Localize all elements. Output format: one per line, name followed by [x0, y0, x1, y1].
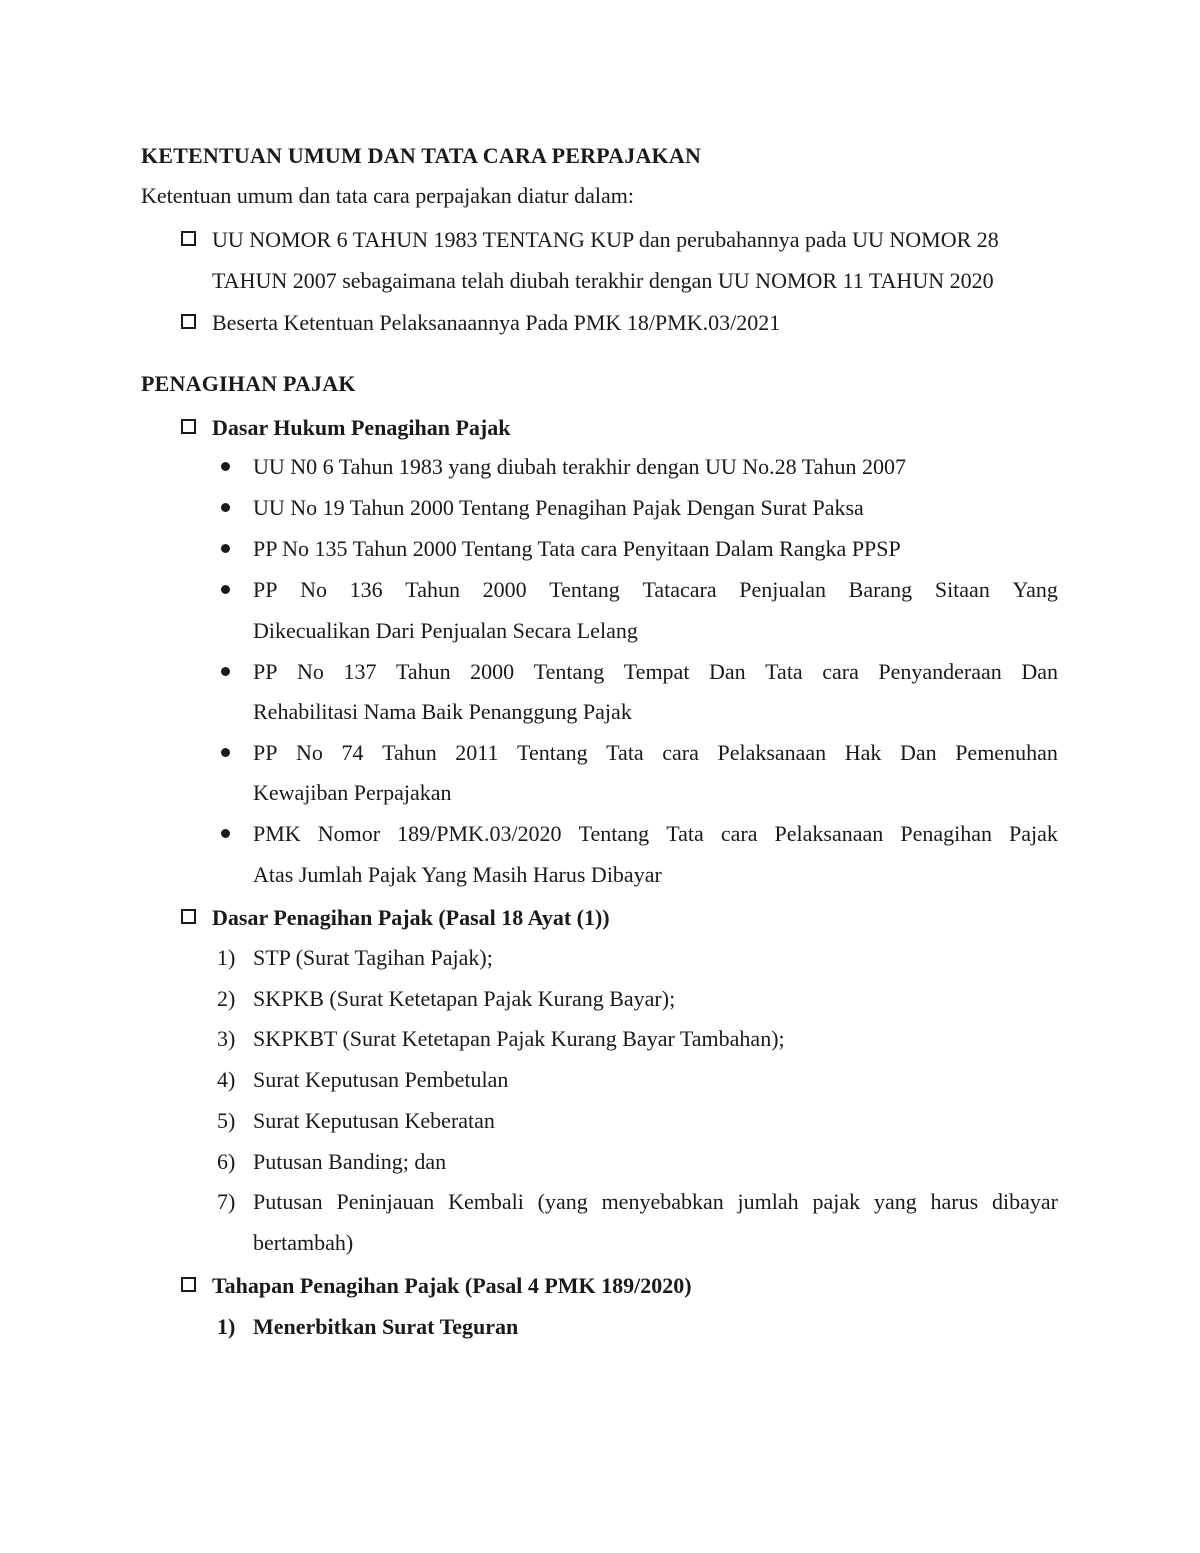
word: Tentang [533, 659, 605, 684]
subsection-title-dasar-hukum: Dasar Hukum Penagihan Pajak [212, 415, 511, 440]
word: No [297, 659, 324, 684]
word: Pelaksanaan [774, 821, 884, 846]
bullet-icon [221, 585, 230, 594]
word: Yang [1012, 577, 1058, 602]
word: 137 [343, 659, 377, 684]
list-item-justified-line [253, 659, 1058, 685]
list-item: Menerbitkan Surat Teguran [253, 1314, 519, 1339]
list-item-line2: Kewajiban Perpajakan [253, 780, 452, 805]
word: Tahun [382, 740, 437, 765]
checkbox-icon [181, 419, 196, 434]
list-number: 1) [217, 1314, 236, 1339]
word: Penyanderaan [878, 659, 1002, 684]
word: PP [253, 577, 278, 602]
list-item-line2: TAHUN 2007 sebagaimana telah diubah terakhir dengan UU NOMOR 11 TAHUN 2020 [212, 268, 994, 293]
list-item: UU N0 6 Tahun 1983 yang diubah terakhir dengan UU No.28 Tahun 2007 [253, 454, 906, 479]
list-item: STP (Surat Tagihan Pajak); [253, 945, 493, 970]
section-title-penagihan-pajak: PENAGIHAN PAJAK [141, 371, 356, 396]
tahapan-title-prefix: Tahapan Penagihan Pajak [212, 1273, 465, 1298]
word: dibayar [991, 1189, 1058, 1214]
list-item-line2: Dikecualikan Dari Penjualan Secara Lelang [253, 618, 638, 643]
bullet-icon [221, 829, 230, 838]
subsection-title-tahapan [212, 1273, 692, 1299]
section-title-ketentuan-umum: KETENTUAN UMUM DAN TATA CARA PERPAJAKAN [141, 143, 702, 168]
checkbox-icon [181, 231, 196, 246]
word: Barang [848, 577, 913, 602]
word: yang [873, 1189, 917, 1214]
word: Dan [1021, 659, 1058, 684]
tahapan-title-suffix: (Pasal 4 PMK 189/2020) [464, 1273, 692, 1298]
word: Dan [899, 740, 937, 765]
checkbox-icon [181, 909, 196, 924]
word: 2011 [455, 740, 499, 765]
bullet-icon [221, 503, 230, 512]
word: Tahun [405, 577, 460, 602]
word: Tata [606, 740, 644, 765]
word: 136 [349, 577, 383, 602]
bullet-icon [221, 748, 230, 757]
checkbox-icon [181, 1277, 196, 1292]
word: PP [253, 659, 278, 684]
bullet-icon [221, 462, 230, 471]
list-number: 6) [217, 1149, 236, 1174]
word: Tentang [549, 577, 620, 602]
word: 2000 [470, 659, 515, 684]
list-item-line1: Beserta Ketentuan Pelaksanaannya Pada PMK 18/PMK.03/2021 [212, 310, 781, 335]
list-item-line2: Rehabilitasi Nama Baik Penanggung Pajak [253, 699, 632, 724]
word: Penjualan [739, 577, 827, 602]
checkbox-icon [181, 314, 196, 329]
word: jumlah [737, 1189, 799, 1214]
word: Tahun [395, 659, 451, 684]
word: Hak [844, 740, 882, 765]
bullet-icon [221, 667, 230, 676]
bullet-icon [221, 544, 230, 553]
word: Pelaksanaan [717, 740, 827, 765]
word: Tempat [623, 659, 690, 684]
list-number: 1) [217, 945, 236, 970]
list-item: PP No 135 Tahun 2000 Tentang Tata cara Penyitaan Dalam Rangka PPSP [253, 536, 901, 561]
list-number: 3) [217, 1026, 236, 1051]
list-item: Putusan Banding; dan [253, 1149, 447, 1174]
subsection-title-dasar-penagihan: Dasar Penagihan Pajak (Pasal 18 Ayat (1)) [212, 905, 610, 930]
list-item-line1: UU NOMOR 6 TAHUN 1983 TENTANG KUP dan perubahannya pada UU NOMOR 28 [212, 227, 999, 252]
word: Tata [765, 659, 803, 684]
word: Peninjauan [336, 1189, 435, 1214]
word: cara [662, 740, 699, 765]
list-item: SKPKB (Surat Ketetapan Pajak Kurang Bayar); [253, 986, 676, 1011]
word: Tentang [578, 821, 650, 846]
word: Pajak [1009, 821, 1058, 846]
word: PP [253, 740, 278, 765]
list-item-justified-line [253, 821, 1058, 847]
word: No [296, 740, 323, 765]
list-item: Surat Keputusan Pembetulan [253, 1067, 509, 1092]
word: Kembali [448, 1189, 524, 1214]
list-item-line2: Atas Jumlah Pajak Yang Masih Harus Dibayar [253, 862, 662, 887]
word: harus [930, 1189, 979, 1214]
word: 189/PMK.03/2020 [397, 821, 562, 846]
list-item-justified-line [253, 1189, 1058, 1215]
word: Tatacara [642, 577, 717, 602]
list-number: 2) [217, 986, 236, 1011]
word: pajak [812, 1189, 861, 1214]
list-number: 5) [217, 1108, 236, 1133]
word: menyebabkan [601, 1189, 724, 1214]
word: cara [822, 659, 859, 684]
list-item: SKPKBT (Surat Ketetapan Pajak Kurang Bayar Tambahan); [253, 1026, 785, 1051]
word: Dan [708, 659, 746, 684]
intro-text: Ketentuan umum dan tata cara perpajakan diatur dalam: [141, 183, 634, 208]
word: 2000 [482, 577, 527, 602]
word: Pemenuhan [955, 740, 1058, 765]
word: PMK [253, 821, 301, 846]
word: cara [720, 821, 758, 846]
word: (yang [537, 1189, 588, 1214]
word: Tentang [517, 740, 588, 765]
word: 74 [341, 740, 364, 765]
word: Nomor [317, 821, 381, 846]
word: Sitaan [934, 577, 990, 602]
list-item: UU No 19 Tahun 2000 Tentang Penagihan Pajak Dengan Surat Paksa [253, 495, 864, 520]
list-number: 7) [217, 1189, 236, 1214]
word: No [300, 577, 328, 602]
word: Tata [666, 821, 704, 846]
list-item-justified-line [253, 740, 1058, 766]
list-item: Surat Keputusan Keberatan [253, 1108, 495, 1133]
list-item-justified-line [253, 577, 1058, 603]
word: Penagihan [900, 821, 992, 846]
list-number: 4) [217, 1067, 236, 1092]
word: Putusan [253, 1189, 323, 1214]
list-item-line2: bertambah) [253, 1230, 354, 1255]
